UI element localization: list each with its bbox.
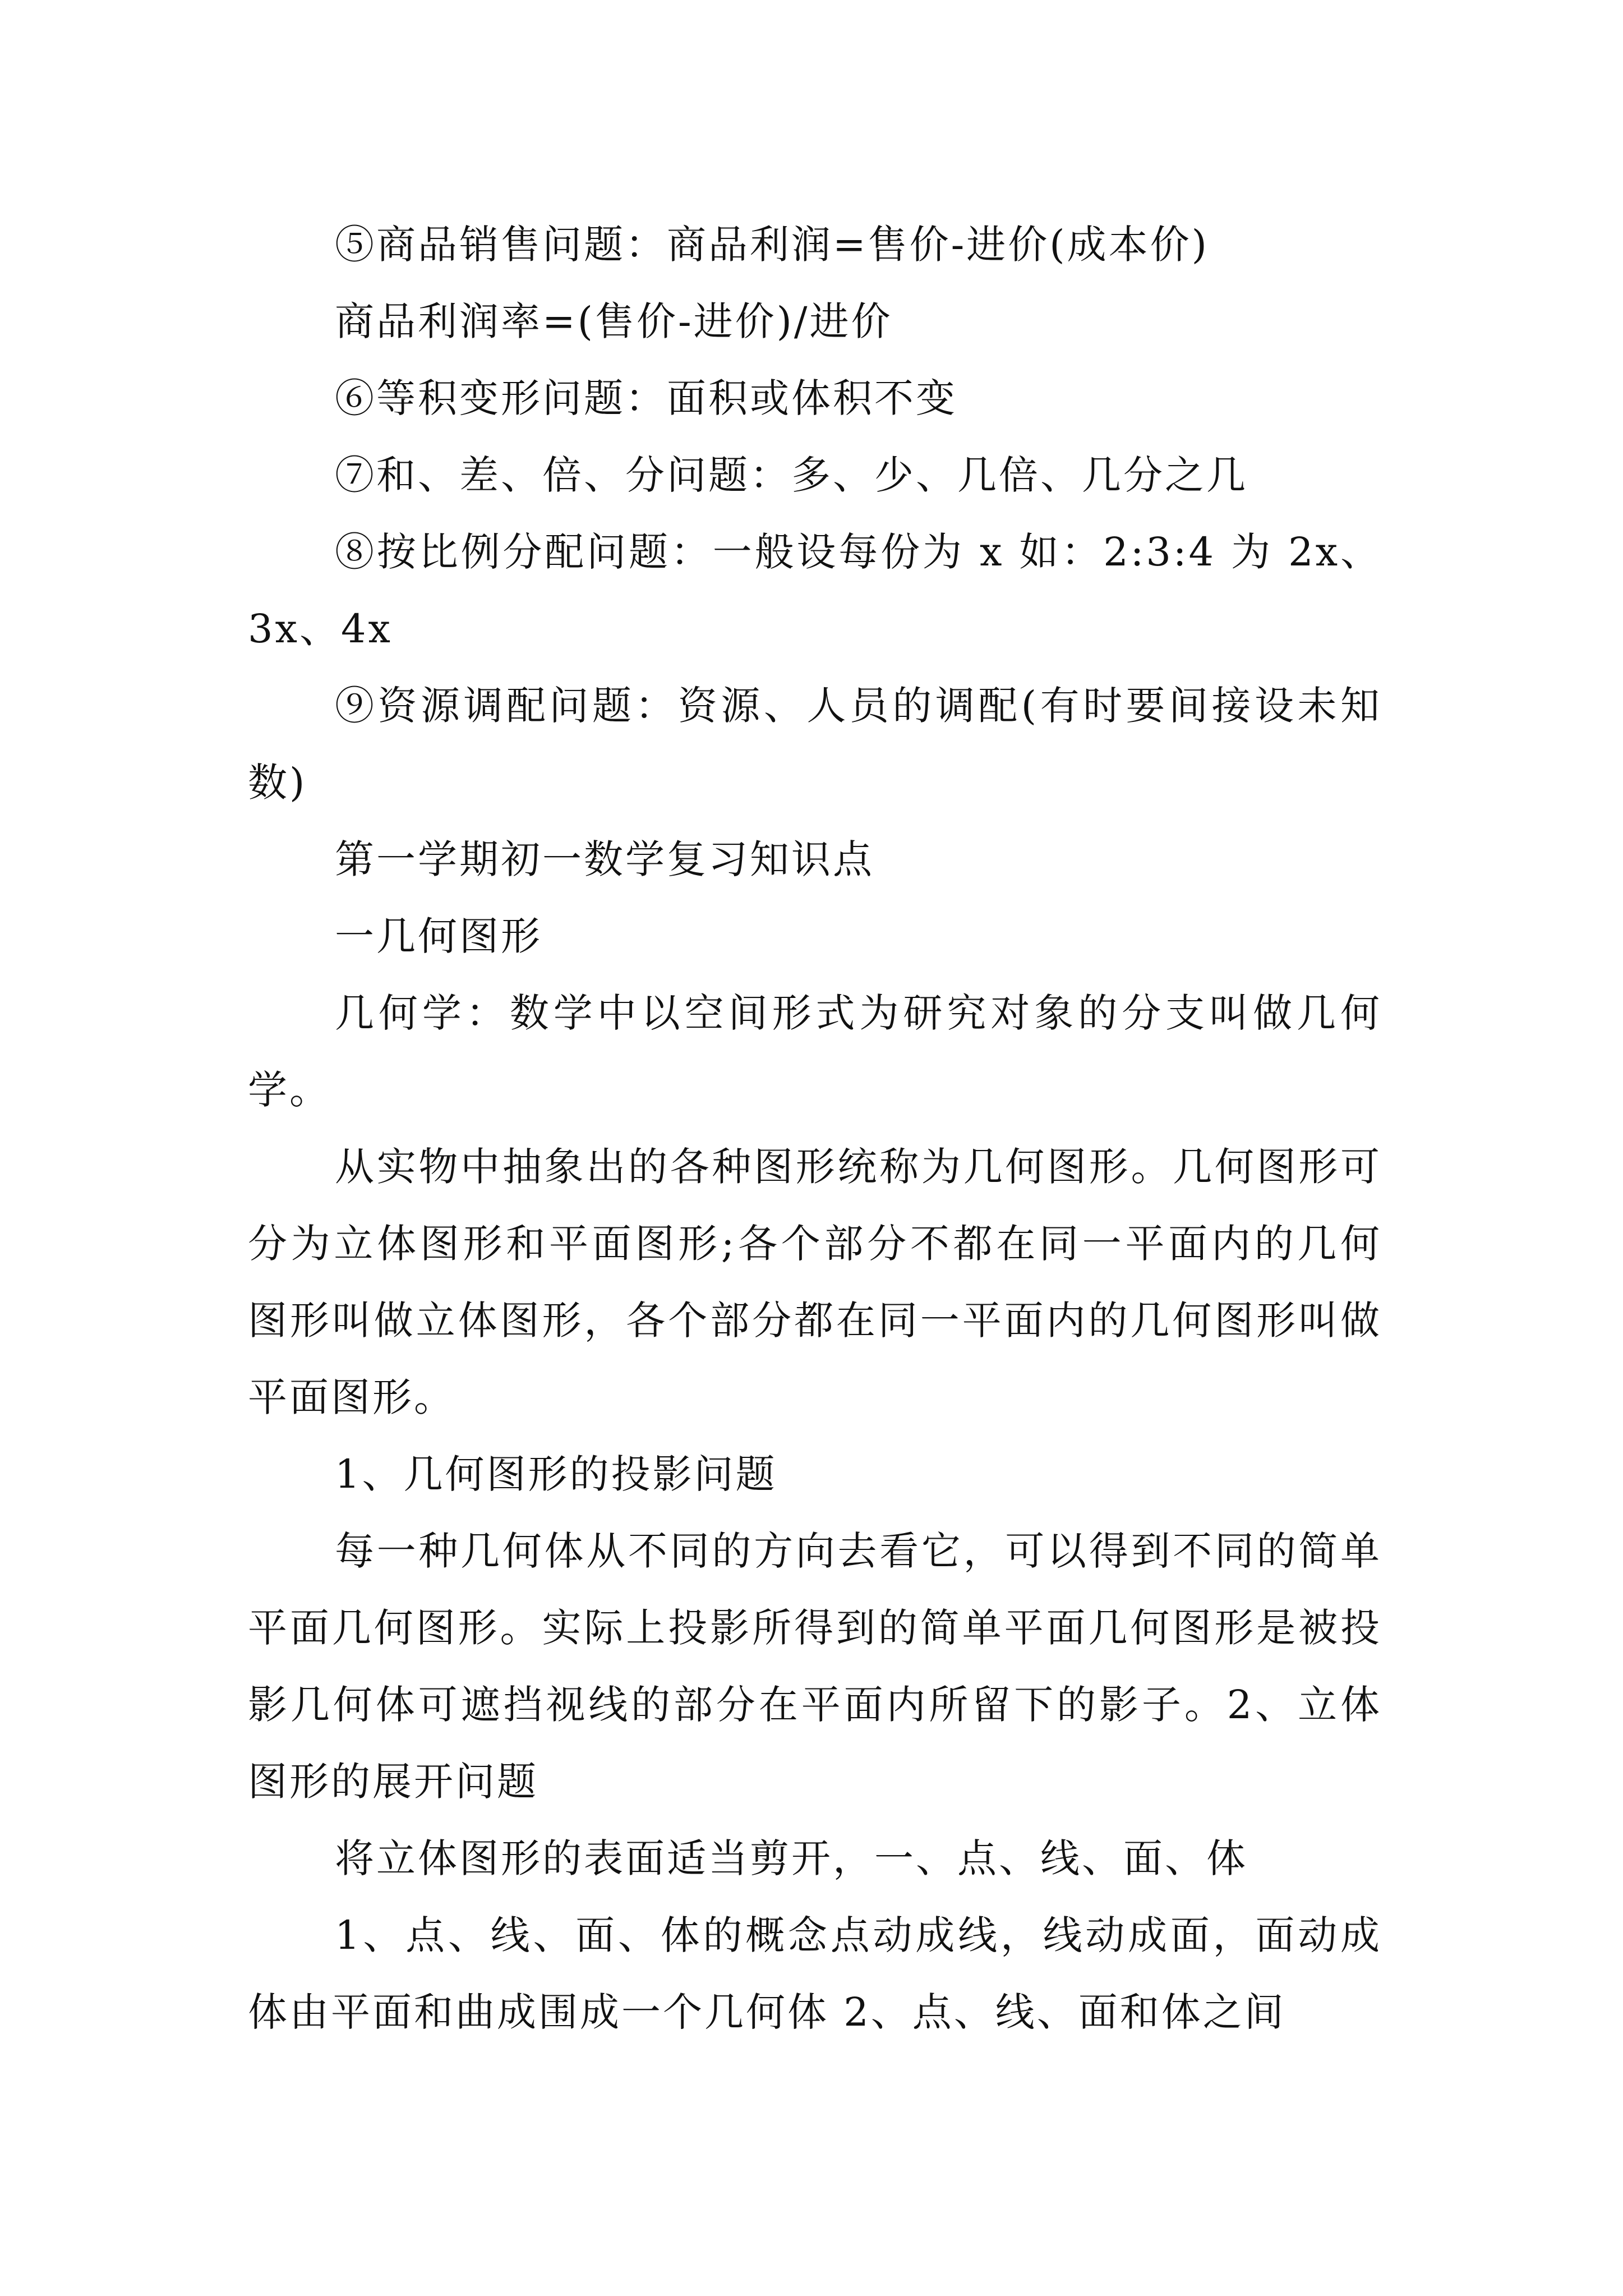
paragraph-geometric-figures: 从实物中抽象出的各种图形统称为几何图形。几何图形可分为立体图形和平面图形;各个部分不都在同一平面内的几何图形叫做立体图形，各个部分都在同一平面内的几何图形叫做平面图形。 bbox=[248, 1144, 1382, 1420]
paragraph-profit-rate: 商品利润率=(售价-进价)/进价 bbox=[335, 298, 893, 344]
paragraph-proportion: ⑧按比例分配问题：一般设每份为 x 如：2:3:4 为 2x、3x、4x bbox=[248, 529, 1382, 652]
section-heading: 第一学期初一数学复习知识点 bbox=[335, 836, 874, 882]
document-body bbox=[248, 206, 1382, 2051]
paragraph-sales-problem: ⑤商品销售问题：商品利润=售价-进价(成本价) bbox=[335, 222, 1209, 268]
paragraph-projection: 每一种几何体从不同的方向去看它，可以得到不同的简单平面几何图形。实际上投影所得到的简单平面几何图形是被投影几何体可遮挡视线的部分在平面内所留下的影子。2、立体图形的展开问题 bbox=[248, 1528, 1382, 1805]
paragraph-equal-volume: ⑥等积变形问题：面积或体积不变 bbox=[335, 375, 957, 421]
paragraph-unfolding: 将立体图形的表面适当剪开，一、点、线、面、体 bbox=[335, 1835, 1248, 1881]
subsection-heading: 一几何图形 bbox=[335, 913, 542, 959]
paragraph-geometry-definition: 几何学：数学中以空间形式为研究对象的分支叫做几何学。 bbox=[248, 990, 1382, 1113]
paragraph-resource-allocation: ⑨资源调配问题：资源、人员的调配(有时要间接设未知数) bbox=[248, 683, 1382, 806]
paragraph-point-line-surface: 1、点、线、面、体的概念点动成线，线动成面，面动成体由平面和曲成围成一个几何体 2、点、线、面和体之间 bbox=[248, 1912, 1382, 2035]
paragraph-projection-heading: 1、几何图形的投影问题 bbox=[335, 1451, 777, 1497]
paragraph-sum-difference: ⑦和、差、倍、分问题：多、少、几倍、几分之几 bbox=[335, 452, 1248, 498]
